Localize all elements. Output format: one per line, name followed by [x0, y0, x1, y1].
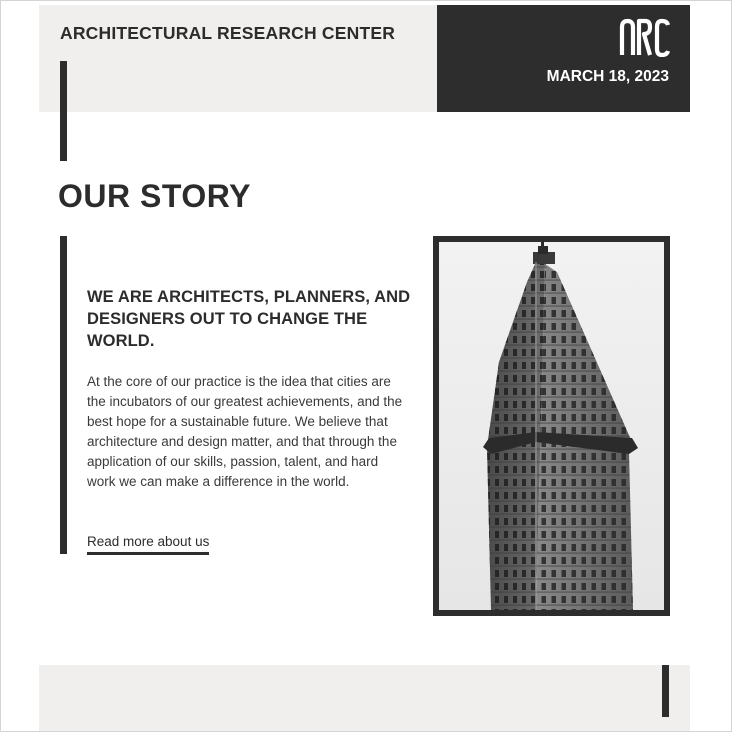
story-headline: WE ARE ARCHITECTS, PLANNERS, AND DESIGNERS OUT TO CHANGE THE WORLD.	[87, 288, 411, 350]
issue-date: MARCH 18, 2023	[546, 68, 669, 85]
story-body: At the core of our practice is the idea that cities are the incubators of our greatest achievements, and the best hope for a sustainable future. We believe that architecture and design matter, and that through the application of our skills, passion, talent, and hard work we can make a difference in the world.	[87, 374, 403, 489]
accent-bar-top	[60, 61, 67, 161]
arc-logo-icon	[619, 17, 671, 57]
accent-bar-story	[60, 236, 67, 554]
newsletter-header	[39, 5, 690, 112]
building-image	[439, 242, 664, 610]
read-more-link[interactable]: Read more about us	[87, 533, 209, 555]
accent-bar-footer	[662, 665, 669, 717]
organization-name: ARCHITECTURAL RESEARCH CENTER	[60, 23, 396, 43]
flatiron-building-photo	[433, 236, 670, 616]
header-title-panel	[39, 5, 437, 112]
header-date-panel	[437, 5, 690, 112]
section-title: OUR STORY	[58, 178, 251, 214]
footer-panel	[39, 665, 690, 732]
